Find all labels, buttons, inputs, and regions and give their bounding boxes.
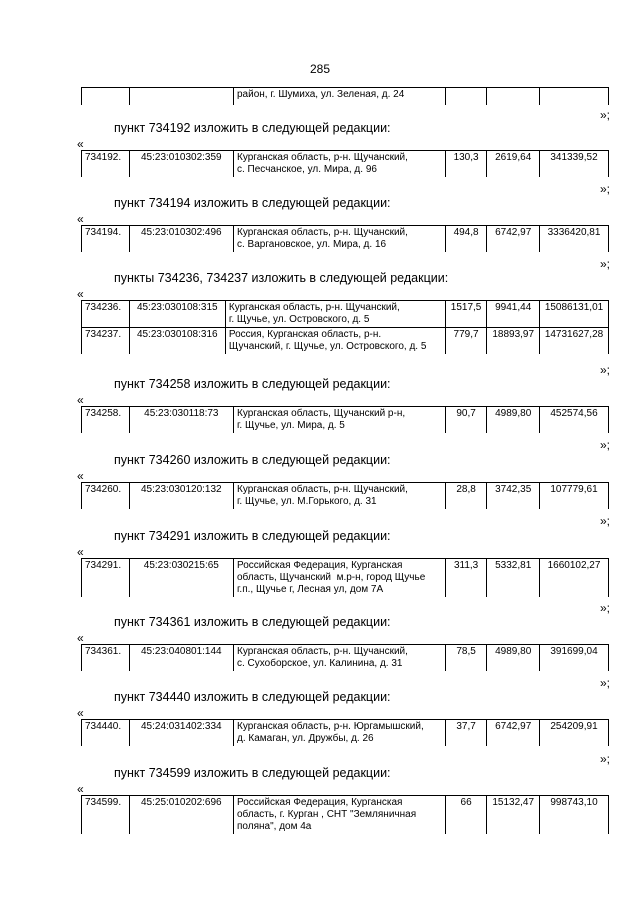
cadastral-number: 45:23:040801:144 — [129, 645, 233, 672]
address-line: г. Щучье, ул. Мира, д. 5 — [237, 420, 345, 431]
closing-quote: »; — [599, 601, 610, 615]
cadastral-number: 45:23:030120:132 — [129, 483, 233, 510]
address-line: Курганская область, р-н. Юргамышский, — [237, 721, 424, 732]
table-row — [82, 559, 609, 598]
area: 494,8 — [445, 226, 487, 253]
table-row — [82, 645, 609, 672]
address — [234, 796, 446, 835]
rate — [487, 88, 540, 105]
address-line: с. Песчанское, ул. Мира, д. 96 — [237, 164, 377, 175]
cadastral-value: 998743,10 — [540, 796, 609, 835]
address — [234, 645, 446, 672]
record-table — [81, 300, 609, 354]
area: 37,7 — [445, 720, 487, 747]
cadastral-value: 452574,56 — [540, 407, 609, 434]
closing-quote: »; — [599, 438, 610, 452]
address-line: Курганская область, р-н. Щучанский, — [237, 646, 408, 657]
table-row — [82, 407, 609, 434]
section-heading: пункт 734599 изложить в следующей редакции: — [114, 766, 391, 780]
record-table-continued — [81, 87, 609, 105]
record-table — [81, 150, 609, 177]
address-line: Курганская область, р-н. Щучанский, — [228, 302, 400, 313]
cadastral-number: 45:23:030108:315 — [129, 301, 225, 328]
cadastral-number: 45:25:010202:696 — [129, 796, 233, 835]
row-number — [82, 88, 130, 105]
opening-quote: « — [77, 393, 84, 407]
record-table — [81, 795, 609, 834]
cadastral-value — [540, 88, 609, 105]
closing-quote: »; — [599, 752, 610, 766]
section-heading: пункт 734361 изложить в следующей редакции: — [114, 615, 391, 629]
rate: 15132,47 — [487, 796, 540, 835]
address-line: область, Щучанский м.р-н, город Щучье — [237, 572, 426, 583]
rate: 4989,80 — [487, 407, 540, 434]
address-line: Курганская область, Щучанский р-н, — [237, 408, 406, 419]
address-line: г. Щучье, ул. Островского, д. 5 — [228, 314, 370, 325]
address-line: с. Варгановское, ул. Мира, д. 16 — [237, 239, 387, 250]
row-number: 734599. — [82, 796, 130, 835]
address — [225, 328, 445, 355]
cadastral-number: 45:23:030118:73 — [129, 407, 233, 434]
row-number: 734258. — [82, 407, 130, 434]
rate: 3742,35 — [487, 483, 540, 510]
area: 78,5 — [445, 645, 487, 672]
address-line: с. Сухоборское, ул. Калинина, д. 31 — [237, 658, 403, 669]
cadastral-value: 3336420,81 — [540, 226, 609, 253]
cadastral-number: 45:23:030215:65 — [129, 559, 233, 598]
record-table — [81, 482, 609, 509]
row-number: 734192. — [82, 151, 130, 178]
cadastral-number: 45:23:030108:316 — [129, 328, 225, 355]
table-row — [82, 226, 609, 253]
address — [234, 559, 446, 598]
table-row — [82, 88, 609, 105]
cadastral-value: 391699,04 — [540, 645, 609, 672]
opening-quote: « — [77, 706, 84, 720]
address-line: поляна", дом 4а — [237, 821, 312, 832]
cadastral-value: 15086131,01 — [540, 301, 609, 328]
rate: 6742,97 — [487, 720, 540, 747]
table-row — [82, 483, 609, 510]
area: 779,7 — [445, 328, 487, 355]
rate: 6742,97 — [487, 226, 540, 253]
address-line: Курганская область, р-н. Щучанский, — [237, 484, 408, 495]
address-line: д. Камаган, ул. Дружбы, д. 26 — [237, 733, 374, 744]
record-table — [81, 558, 609, 597]
row-number: 734194. — [82, 226, 130, 253]
cadastral-number: 45:23:010302:359 — [129, 151, 233, 178]
page-number: 285 — [309, 62, 331, 76]
rate: 18893,97 — [487, 328, 540, 355]
opening-quote: « — [77, 212, 84, 226]
table-row — [82, 720, 609, 747]
opening-quote: « — [77, 287, 84, 301]
closing-quote: »; — [599, 363, 610, 377]
section-heading: пункт 734192 изложить в следующей редакции: — [114, 121, 391, 135]
record-table — [81, 644, 609, 671]
closing-quote: »; — [599, 108, 610, 122]
address — [234, 151, 446, 178]
table-row — [82, 328, 609, 355]
section-heading: пункты 734236, 734237 изложить в следующей редакции: — [114, 271, 449, 285]
cadastral-number: 45:24:031402:334 — [129, 720, 233, 747]
closing-quote: »; — [599, 182, 610, 196]
cadastral-number — [129, 88, 233, 105]
closing-quote: »; — [599, 514, 610, 528]
address — [234, 483, 446, 510]
closing-quote: »; — [599, 676, 610, 690]
opening-quote: « — [77, 782, 84, 796]
cadastral-value: 1660102,27 — [540, 559, 609, 598]
address — [225, 301, 445, 328]
address-line: г.п., Щучье г, Лесная ул, дом 7А — [237, 584, 384, 595]
area — [445, 88, 487, 105]
row-number: 734361. — [82, 645, 130, 672]
address-line: область, г. Курган , СНТ "Земляничная — [237, 809, 417, 820]
cadastral-value: 254209,91 — [540, 720, 609, 747]
opening-quote: « — [77, 469, 84, 483]
section-heading: пункт 734260 изложить в следующей редакции: — [114, 453, 391, 467]
section-heading: пункт 734291 изложить в следующей редакции: — [114, 529, 391, 543]
cadastral-value: 341339,52 — [540, 151, 609, 178]
area: 66 — [445, 796, 487, 835]
section-heading: пункт 734194 изложить в следующей редакции: — [114, 196, 391, 210]
address-line: Российская Федерация, Курганская — [237, 560, 403, 571]
rate: 4989,80 — [487, 645, 540, 672]
opening-quote: « — [77, 631, 84, 645]
table-row — [82, 151, 609, 178]
opening-quote: « — [77, 137, 84, 151]
section-heading: пункт 734440 изложить в следующей редакции: — [114, 690, 391, 704]
row-number: 734260. — [82, 483, 130, 510]
address-line: Щучанский, г. Щучье, ул. Островского, д. 5 — [228, 341, 427, 352]
row-number: 734237. — [82, 328, 130, 355]
record-table — [81, 406, 609, 433]
address — [234, 226, 446, 253]
section-heading: пункт 734258 изложить в следующей редакции: — [114, 377, 391, 391]
address: район, г. Шумиха, ул. Зеленая, д. 24 — [234, 88, 446, 105]
address-line: Российская Федерация, Курганская — [237, 797, 403, 808]
address-line: Курганская область, р-н. Щучанский, — [237, 227, 408, 238]
cadastral-value: 14731627,28 — [540, 328, 609, 355]
opening-quote: « — [77, 545, 84, 559]
rate: 5332,81 — [487, 559, 540, 598]
row-number: 734236. — [82, 301, 130, 328]
area: 90,7 — [445, 407, 487, 434]
cadastral-number: 45:23:010302:496 — [129, 226, 233, 253]
address-line: г. Щучье, ул. М.Горького, д. 31 — [237, 496, 377, 507]
area: 1517,5 — [445, 301, 487, 328]
address-line: Россия, Курганская область, р-н. — [228, 329, 382, 340]
area: 28,8 — [445, 483, 487, 510]
rate: 9941,44 — [487, 301, 540, 328]
record-table — [81, 719, 609, 746]
record-table — [81, 225, 609, 252]
area: 311,3 — [445, 559, 487, 598]
rate: 2619,64 — [487, 151, 540, 178]
table-row — [82, 301, 609, 328]
row-number: 734291. — [82, 559, 130, 598]
address-line: Курганская область, р-н. Щучанский, — [237, 152, 408, 163]
address — [234, 407, 446, 434]
closing-quote: »; — [599, 257, 610, 271]
table-row — [82, 796, 609, 835]
cadastral-value: 107779,61 — [540, 483, 609, 510]
address — [234, 720, 446, 747]
area: 130,3 — [445, 151, 487, 178]
row-number: 734440. — [82, 720, 130, 747]
